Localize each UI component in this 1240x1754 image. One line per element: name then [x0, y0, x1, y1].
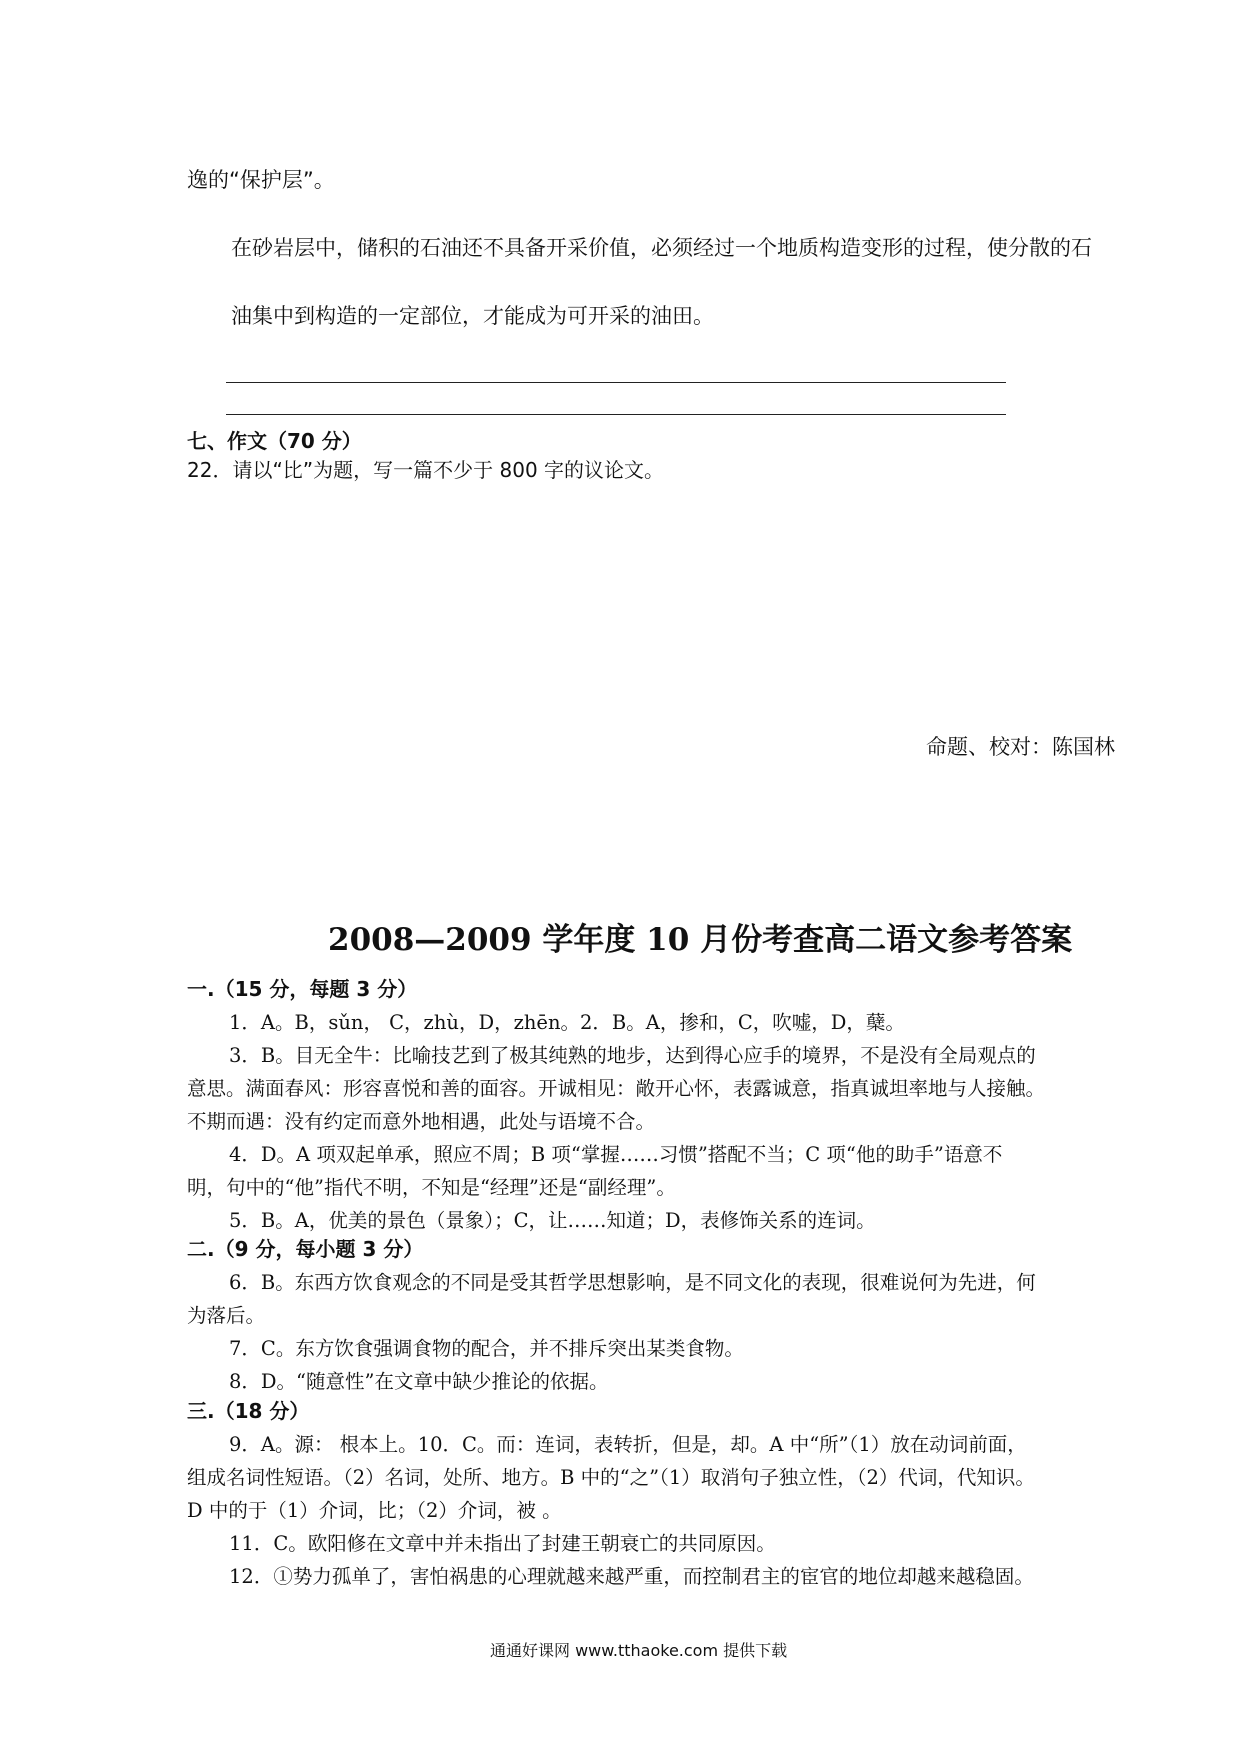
continued-text-line: 逸的“保护层”。	[187, 168, 335, 192]
section-heading: 一.（15 分，每题 3 分）	[187, 977, 418, 1001]
passage-line: 在砂岩层中，储积的石油还不具备开采价值，必须经过一个地质构造变形的过程，使分散的石	[231, 236, 1092, 260]
answer-line: 意思。满面春风：形容喜悦和善的面容。开诚相见：敞开心怀，表露诚意，指真诚坦率地与人接触。	[187, 1077, 1046, 1100]
section-heading: 三.（18 分）	[187, 1399, 310, 1423]
answer-line: 为落后。	[187, 1304, 266, 1327]
answer-blank-line	[226, 382, 1006, 383]
answer-key-title: 2008—2009 学年度 10 月份考查高二语文参考答案	[328, 922, 1073, 958]
answer-line: 9．A。源： 根本上。10．C。而：连词，表转折，但是，却。A 中“所”（1）放在动词前面，	[229, 1433, 1027, 1456]
section-heading: 七、作文（70 分）	[187, 429, 362, 453]
section-heading: 二.（9 分，每小题 3 分）	[187, 1237, 424, 1261]
answer-line: 6．B。东西方饮食观念的不同是受其哲学思想影响，是不同文化的表现，很难说何为先进，何	[229, 1271, 1036, 1294]
answer-line: 组成名词性短语。（2）名词，处所、地方。B 中的“之”（1）取消句子独立性，（2）代词，代知识。	[187, 1466, 1035, 1489]
answer-line: 11．C。欧阳修在文章中并未指出了封建王朝衰亡的共同原因。	[229, 1532, 776, 1555]
answer-line: 不期而遇：没有约定而意外地相遇，此处与语境不合。	[187, 1110, 656, 1133]
answer-line: D 中的于（1）介词，比；（2）介词，被 。	[187, 1499, 562, 1522]
answer-blank-line	[226, 414, 1006, 415]
answer-line: 3．B。目无全牛：比喻技艺到了极其纯熟的地步，达到得心应手的境界，不是没有全局观点的	[229, 1044, 1036, 1067]
author-credit: 命题、校对：陈国林	[926, 735, 1115, 759]
passage-line: 油集中到构造的一定部位，才能成为可开采的油田。	[231, 304, 714, 328]
answer-line: 12．①势力孤单了，害怕祸患的心理就越来越严重，而控制君主的宦官的地位却越来越稳固。	[229, 1565, 1034, 1588]
answer-line: 5．B。A，优美的景色（景象）；C，让……知道；D，表修饰关系的连词。	[229, 1209, 876, 1232]
question-22: 22．请以“比”为题，写一篇不少于 800 字的议论文。	[187, 458, 665, 482]
answer-line: 明，句中的“他”指代不明，不知是“经理”还是“副经理”。	[187, 1176, 676, 1199]
page-footer: 通通好课网 www.tthaoke.com 提供下载	[490, 1641, 788, 1660]
answer-line: 7．C。东方饮食强调食物的配合，并不排斥突出某类食物。	[229, 1337, 744, 1360]
answer-line: 4．D。A 项双起单承，照应不周；B 项“掌握……习惯”搭配不当；C 项“他的助手”语意不	[229, 1143, 1003, 1166]
answer-line: 8．D。“随意性”在文章中缺少推论的依据。	[229, 1370, 609, 1393]
answer-line: 1．A。B，sǔn， C，zhù，D，zhēn。2．B。A，掺和，C，吹嘘，D，蘖。	[229, 1011, 905, 1034]
